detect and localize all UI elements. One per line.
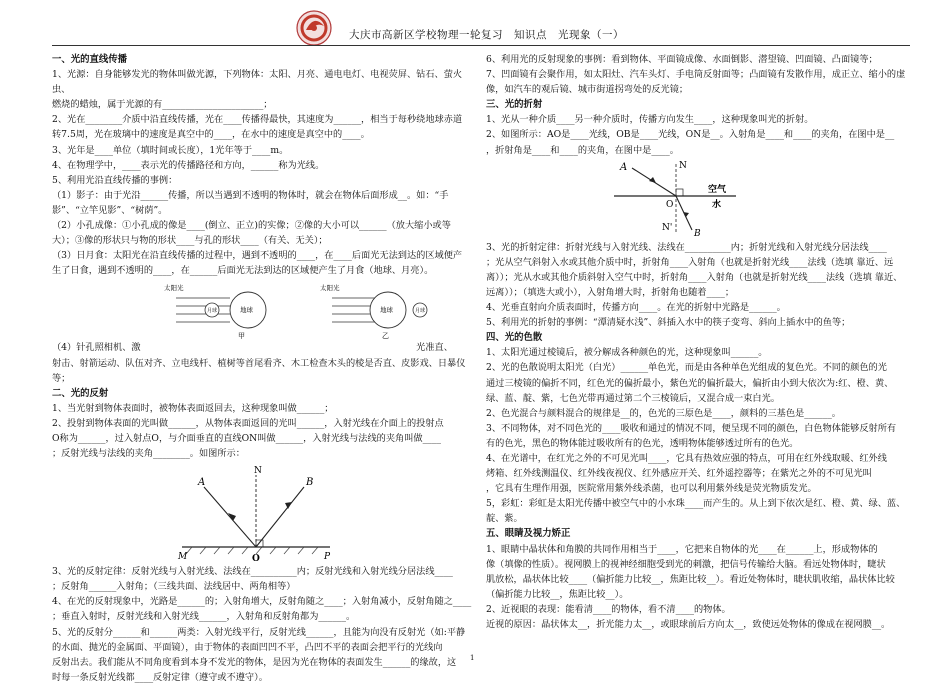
refraction-figure bbox=[486, 158, 914, 240]
text-line: 2、如图所示：AO是____光线，OB是____光线，ON是__。入射角是____和____的夹角，在图中是__ bbox=[486, 129, 895, 141]
text-line: ，它具有生理作用强，医院常用紫外线杀菌，也可以利用紫外线是荧光物质发光。 bbox=[486, 483, 817, 495]
text-line: （3）日月食：太阳光在沿直线传播的过程中，遇到不透明的____，在____后面光无法到达的区域便产 bbox=[52, 250, 463, 262]
page-number: 1 bbox=[470, 654, 475, 662]
text-line: 5、利用光的折射的事例：“潭清疑水浅”、斜插入水中的筷子变弯、斜向上插水中的鱼等； bbox=[486, 317, 851, 329]
text-line: 肌放松，晶状体比较____（偏折能力比较__，焦距比较__）。看近处物体时，睫状肌收缩，晶状体比较 bbox=[486, 573, 895, 585]
text-line: （2）小孔成像：①小孔成的像是____(倒立、正立)的实像；②像的大小可以______（放大缩小或等 bbox=[52, 220, 451, 232]
text-line: 时每一条反射光线都____反射定律（遵守或不遵守）。 bbox=[52, 671, 268, 683]
text-line: 2、投射到物体表面的光叫做______，从物体表面返回的光叫______，入射光线在介面上的投射点 bbox=[52, 417, 444, 429]
eclipse-figure bbox=[52, 278, 479, 340]
left-column bbox=[52, 52, 479, 685]
moon-label-2: 月球 bbox=[415, 308, 426, 315]
text-line: 7、凹面镜有会聚作用，如太阳灶、汽车头灯、手电筒反射面等；凸面镜有发散作用，成正立、缩小的虚 bbox=[486, 69, 906, 81]
text-line: 3、光的折射定律：折射光线与入射光线、法线在__________内；折射光线和入射光线分居法线____ bbox=[486, 241, 887, 253]
label-m: M bbox=[178, 552, 188, 563]
label-b: B bbox=[306, 477, 314, 489]
sun-light-label: 太阳光 bbox=[164, 284, 184, 293]
sun-light-label-2: 太阳光 bbox=[320, 284, 340, 293]
label-a: A bbox=[620, 161, 628, 173]
text-line: ；反射光线与法线的夹角________。如图所示： bbox=[52, 448, 245, 460]
text-line: （4）针孔照相机、激 光准直、 bbox=[52, 342, 453, 354]
label-a: A bbox=[198, 477, 206, 489]
text-line: 绿、蓝、靛、紫，七色光带再通过第二个三棱镜后，又混合成一束白光。 bbox=[486, 392, 780, 404]
text-line: ；光从空气斜射入水或其他介质中时，折射角____入射角（也就是折射光线____法线（选填 靠近、远 bbox=[486, 256, 894, 268]
text-line: 有的色光，黑色的物体能过吸收所有的色光，透明物体能够透过所有的色光。 bbox=[486, 437, 799, 449]
lunar-eclipse-diagram bbox=[320, 283, 427, 340]
moon-label: 月球 bbox=[207, 308, 218, 315]
right-column bbox=[486, 52, 914, 632]
label-o: O bbox=[252, 554, 260, 565]
text-line: （偏折能力比较__，焦距比较__）。 bbox=[486, 588, 629, 600]
earth-label-2: 地球 bbox=[380, 306, 393, 315]
incident-ray bbox=[204, 487, 256, 547]
text-line: 4、在光谱中，在红光之外的不可见光叫____，它具有热效应强的特点，可用在红外线取暖、红外线 bbox=[486, 452, 887, 464]
label-water: 水 bbox=[712, 199, 722, 210]
label-air: 空气 bbox=[708, 184, 727, 195]
reflected-ray bbox=[256, 487, 304, 547]
text-line: 靛、紫。 bbox=[486, 513, 523, 525]
text-line: （1）影子：由于光沿______传播，所以当遇到不透明的物体时，就会在物体后面形成__。如：“手 bbox=[52, 189, 449, 201]
text-line: 4、在光的反射现象中，光路是______的；入射角增大，反射角随之____；入射角减小，反射角随之____ bbox=[52, 596, 472, 608]
text-line: 的水面、抛光的金属面、平面镜），由于物体的表面凹凹不平，凸凹不平的表面会把平行的光线向 bbox=[52, 641, 443, 653]
label-o: O bbox=[666, 199, 674, 210]
text-line: 1、光从一种介质____另一种介质时，传播方向发生____，这种现象叫光的折射。 bbox=[486, 114, 814, 126]
text-line: 4、在物理学中，____表示光的传播路径和方向，______称为光线。 bbox=[52, 159, 325, 171]
text-line: 1、太阳光通过棱镜后，被分解成各种颜色的光，这种现象叫______。 bbox=[486, 347, 768, 359]
text-line: 3、不同物体，对不同色光的____吸收和通过的情况不同，便呈现不同的颜色，白色物体能够反射所有 bbox=[486, 422, 897, 434]
text-line: 近视的原因：晶状体太__，折光能力太__，或眼球前后方向太__，致使远处物体的像成在视网膜__。 bbox=[486, 619, 891, 630]
text-line: 远离））；（填选大或小），入射角增大时，折射角也随着____； bbox=[486, 286, 735, 298]
school-logo bbox=[296, 10, 332, 46]
text-line: 烤箱、红外线测温仪、红外线夜视仪、红外感应开关、红外遥控器等；在紫光之外的不可见光叫 bbox=[486, 468, 872, 480]
solar-eclipse-diagram bbox=[164, 283, 266, 340]
header-rule bbox=[52, 45, 910, 46]
label-b: B bbox=[694, 228, 701, 239]
text-line: O称为______，过入射点O，与介面垂直的直线ON叫做______，入射光线与法线的夹角叫做____ bbox=[52, 432, 441, 444]
text-line: ；垂直入射时，反射光线和入射光线______，入射角和反射角都为______。 bbox=[52, 611, 356, 623]
figure-label-b: 乙 bbox=[382, 332, 389, 341]
text-line: 通过三棱镜的偏折不同，红色光的偏折最小，紫色光的偏折最大，偏折由小到大依次为:红、橙、黄、 bbox=[486, 377, 894, 389]
section-heading: 五、眼睛及视力矫正 bbox=[486, 528, 571, 540]
text-line: 4、光垂直射向介质表面时，传播方向____。在光的折射中光路是______。 bbox=[486, 302, 786, 314]
text-line: 像（填像的性质）。视网膜上的视神经细胞受到光的刺激，把信号传输给大脑。看远处物体时，睫状 bbox=[486, 558, 886, 570]
section-heading: 四、光的色散 bbox=[486, 332, 543, 344]
text-line: 2、色光混合与颜料混合的规律是__的，色光的三原色是____，颜料的三基色是______。 bbox=[486, 407, 841, 419]
text-line: 2、光在________介质中沿直线传播，光在____传播得最快，其速度为______，相当于每秒绕地球赤道 bbox=[52, 114, 463, 126]
section-heading: 三、光的折射 bbox=[486, 99, 543, 111]
text-line: 1、光源：自身能够发光的物体叫做光源，下列物体：太阳、月亮、通电电灯、电视荧屏、钻石、萤火虫、 bbox=[52, 69, 463, 96]
text-line: ；反射角______入射角；（三线共面、法线居中、两角相等） bbox=[52, 581, 296, 593]
label-p: P bbox=[324, 552, 331, 563]
text-line: ，折射角是____和____的夹角，在图中是____。 bbox=[486, 144, 679, 156]
text-line: 5，彩虹：彩虹是太阳光传播中被空气中的小水珠____而产生的。从上到下依次是红、橙、黄、绿、蓝、 bbox=[486, 498, 906, 510]
text-line: 2、光的色散说明太阳光（白光）______单色光，而是由各种单色光组成的复色光。不同的颜色的光 bbox=[486, 362, 887, 374]
text-line: 2、近视眼的表现：能看清____的物体，看不清____的物体。 bbox=[486, 603, 731, 615]
section-heading: 一、光的直线传播 bbox=[52, 54, 128, 65]
label-n: N bbox=[254, 466, 262, 477]
text-line: 射击、射箭运动、队伍对齐、立电线杆、植树等首尾看齐、木工检查木头的棱是否直、皮影戏、日暴仪 bbox=[52, 357, 466, 369]
label-n2: N' bbox=[662, 222, 673, 233]
label-n: N bbox=[679, 160, 687, 171]
reflection-figure bbox=[52, 461, 479, 564]
section-heading: 二、光的反射 bbox=[52, 387, 109, 399]
text-line: 1、眼睛中晶状体和角膜的共同作用相当于____，它把来自物体的光____在______上，形成物体的 bbox=[486, 543, 878, 555]
text-line: 反射出去。我们能从不同角度看到本身不发光的物体，是因为光在物体的表面发生______的缘故，这 bbox=[52, 656, 457, 668]
text-line: 5、利用光沿直线传播的事例： bbox=[52, 174, 178, 186]
text-line: 1、当光射到物体表面时，被物体表面返回去，这种现象叫做______； bbox=[52, 402, 334, 414]
text-line: 6、利用光的反射现象的事例：看到物体、平面镜成像、水面倒影、潜望镜、凹面镜、凸面镜等； bbox=[486, 54, 878, 65]
text-line: 生了日食，遇到不透明的____，在______后面光无法到达的区域便产生了月食（地球、月亮）。 bbox=[52, 265, 434, 277]
text-line: 5、光的反射分______和______两类：入射光线平行，反射光线______，且能为向没有反射光（如:平静 bbox=[52, 626, 466, 638]
text-line: 等； bbox=[52, 372, 71, 384]
text-line: 影”、“立竿见影”、“树荫”。 bbox=[52, 204, 168, 216]
text-line: 大）；③像的形状只与物的形状____与孔的形状____（有关、无关）； bbox=[52, 235, 328, 247]
earth-label: 地球 bbox=[240, 306, 253, 315]
text-line: 燃烧的蜡烛，属于光源的有______________________； bbox=[52, 99, 273, 111]
page-header bbox=[0, 0, 950, 54]
text-line: 3、光的反射定律：反射光线与入射光线、法线在__________内；反射光线和入射光线分居法线____ bbox=[52, 566, 453, 578]
text-line: 像，如汽车的观后镜、城市街道拐弯处的反光镜； bbox=[486, 84, 689, 96]
figure-label-a: 甲 bbox=[238, 332, 245, 341]
text-line: 离））；光从水或其他介质斜射入空气中时，折射角____入射角（也就是折射光线____法线（选填 靠近、 bbox=[486, 271, 903, 283]
text-line: 3、光年是____单位（填时间或长度），1光年等于____m。 bbox=[52, 144, 289, 156]
text-line: 转7.5周，光在玻璃中的速度是真空中的____，在水中的速度是真空中的____。 bbox=[52, 129, 370, 141]
page-title: 大庆市高新区学校物理一轮复习 知识点 光现象（一） bbox=[349, 29, 624, 41]
